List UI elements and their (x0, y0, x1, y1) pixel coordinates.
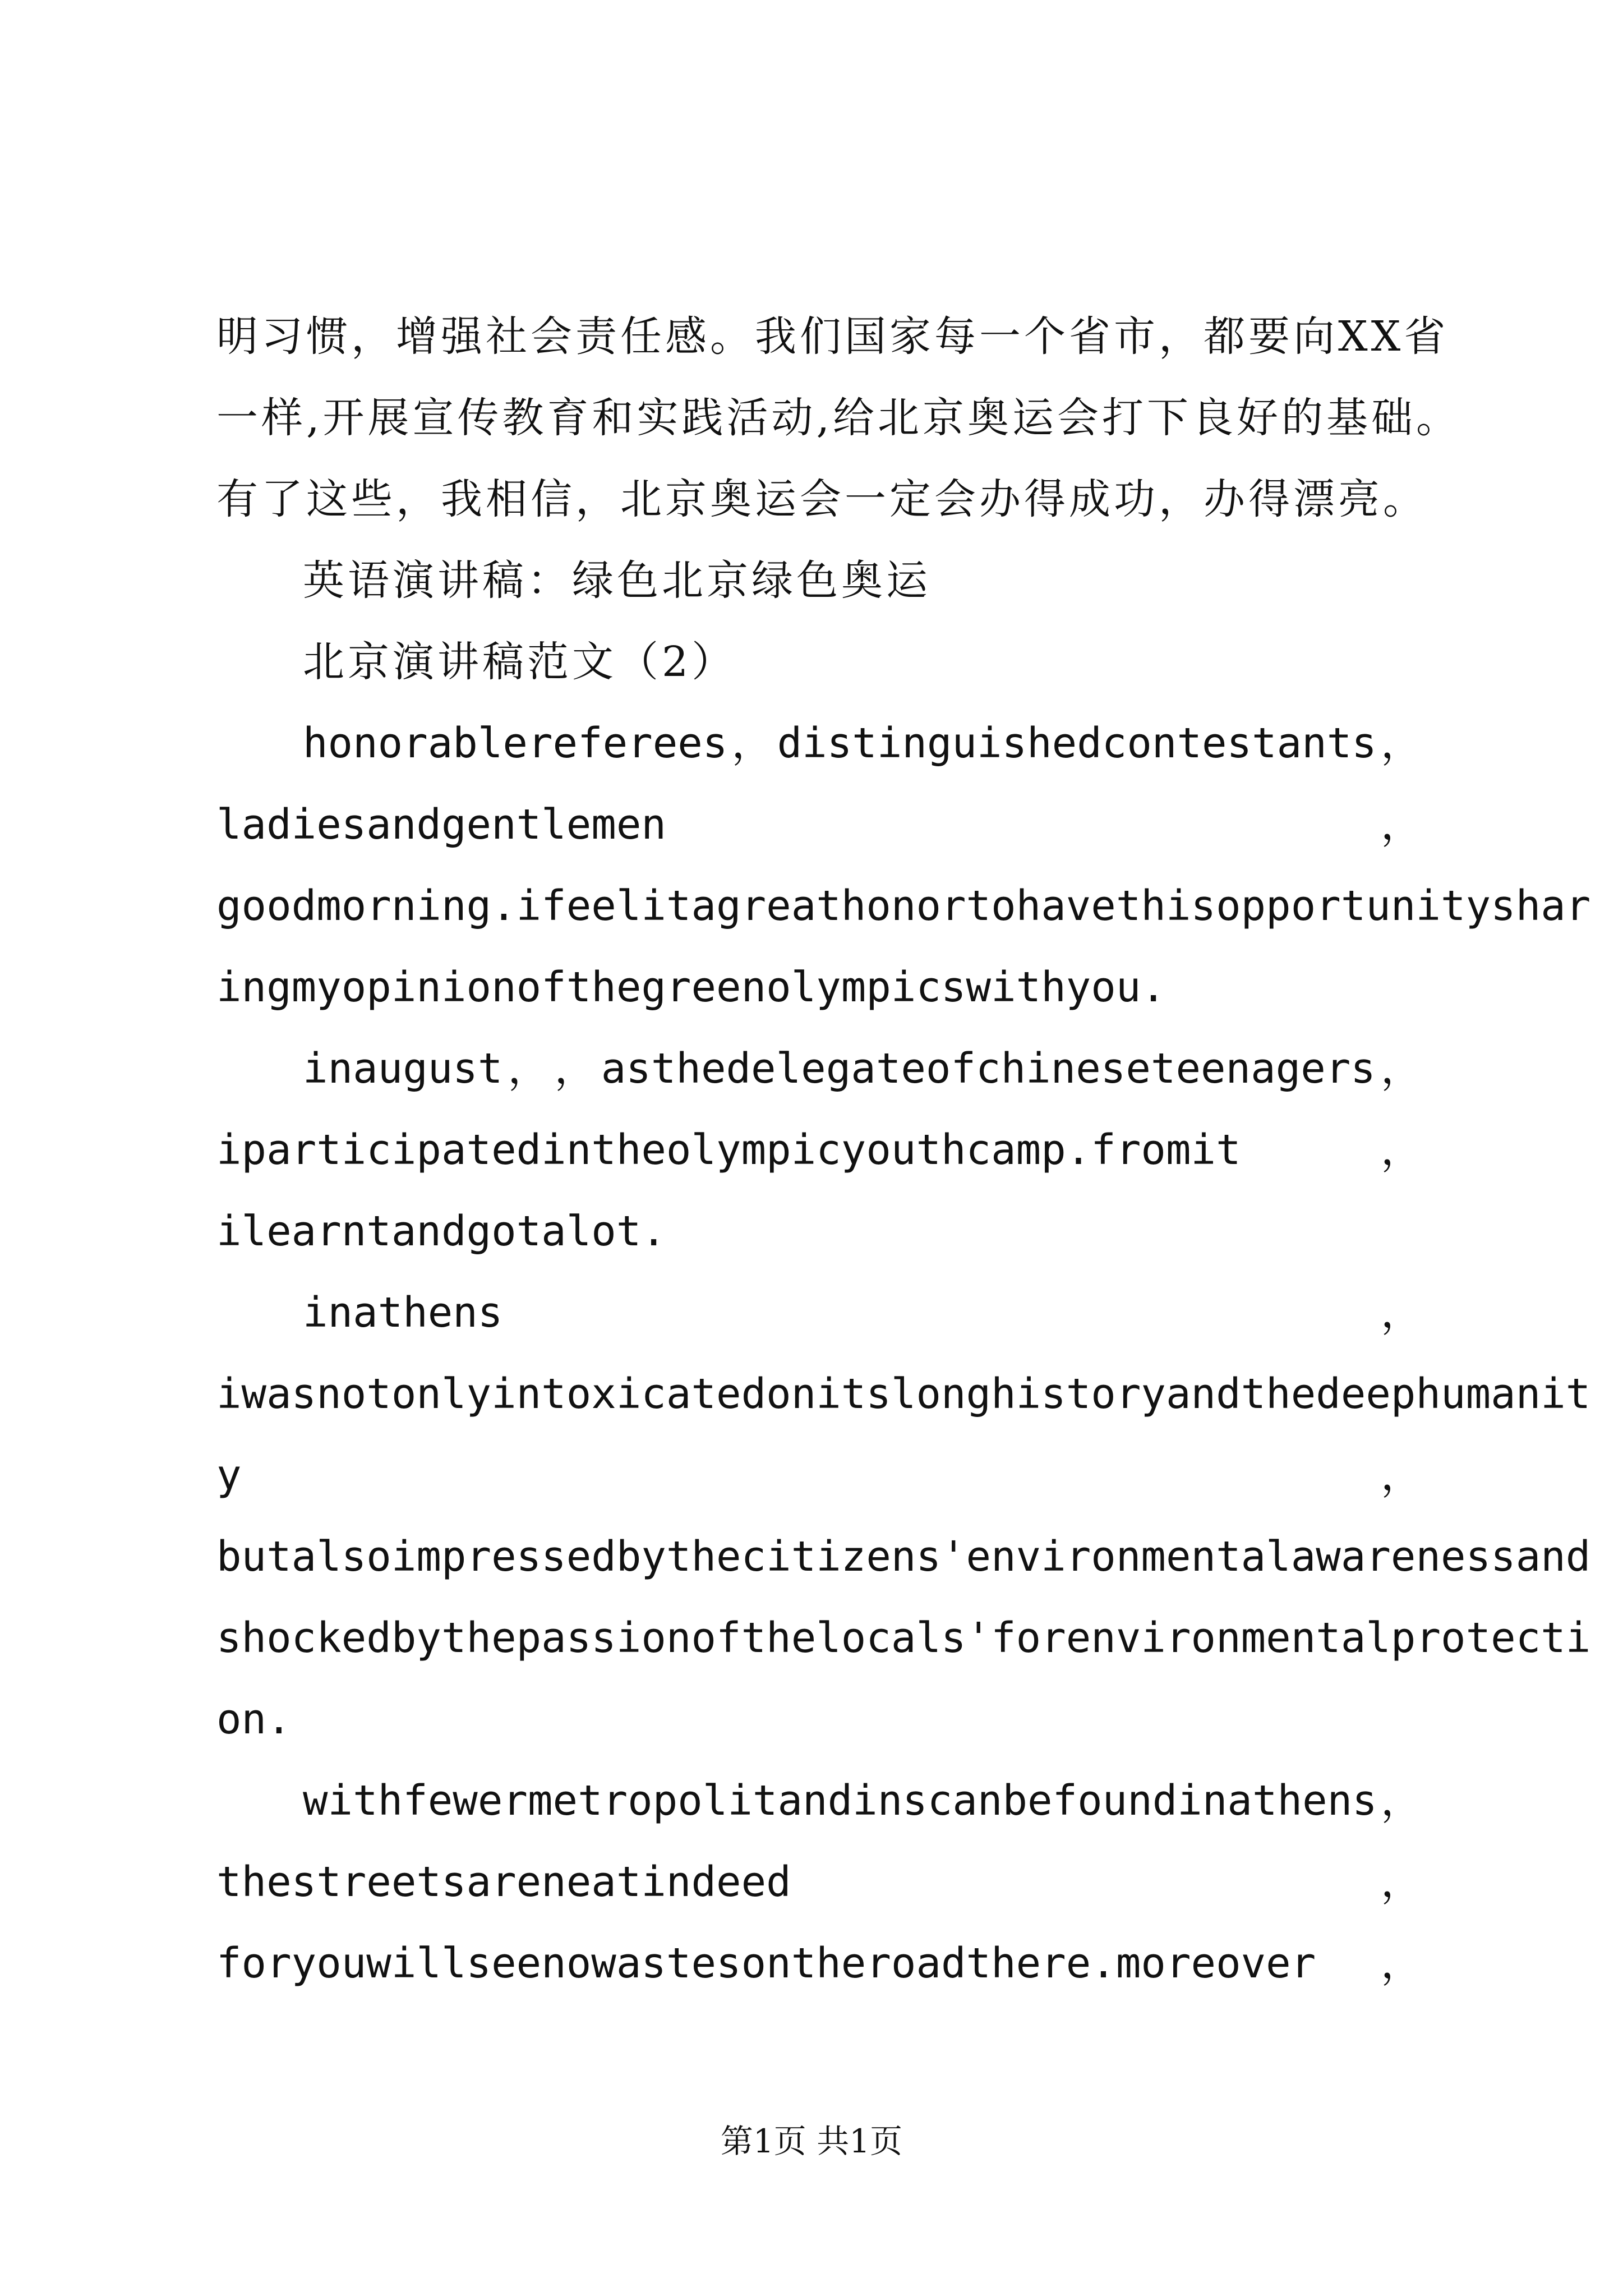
paragraph-line: 有了这些，我相信，北京奥运会一定会办得成功，办得漂亮。 (216, 475, 1428, 523)
text-span: ， (1381, 1451, 1422, 1499)
paragraph-line (216, 1442, 1422, 1509)
paragraph-line: 一样,开展宣传教育和实践活动,给北京奥运会打下良好的基础。 (216, 394, 1461, 442)
paragraph-line: butalsoimpressedbythecitizens'environmentalawarenessand (216, 1533, 1591, 1581)
text-span: ， (731, 719, 773, 767)
text-span: inaugust (303, 1045, 503, 1093)
text-span: iparticipatedintheolympicyouthcamp.fromit (216, 1126, 1241, 1174)
text-span: foryouwillseenowastesontheroadthere.moreover (216, 1939, 1316, 1987)
text-span: ， (1381, 1939, 1422, 1987)
text-span: y (216, 1451, 242, 1499)
text-span: withfewermetropolitandinscanbefoundinathens (303, 1777, 1377, 1825)
text-span: thestreetsareneatindeed (216, 1858, 791, 1906)
paragraph-line: ingmyopinionofthegreenolympicswithyou. (216, 963, 1166, 1011)
section-heading: 北京演讲稿范文（2） (303, 638, 737, 686)
text-span: ， (1381, 1126, 1422, 1174)
paragraph-line (303, 1279, 1422, 1346)
text-span: ， (1381, 1777, 1422, 1825)
text-span: ， (1380, 719, 1422, 767)
page-footer: 第1页 共1页 (720, 2122, 903, 2160)
text-span: ， (1380, 1045, 1422, 1093)
paragraph-line (303, 710, 1422, 777)
text-span: distinguishedcontestants (777, 719, 1377, 767)
paragraph-line (216, 1848, 1422, 1916)
paragraph-line (216, 1930, 1422, 1997)
paragraph-line (303, 1767, 1422, 1834)
paragraph-line: goodmorning.ifeelitagreathonortohavethisopportunityshar (216, 882, 1591, 930)
paragraph-line: iwasnotonlyintoxicatedonitslonghistoryandthedeephumanit (216, 1370, 1591, 1418)
text-span: ， (1381, 800, 1422, 849)
text-span: ， (508, 1045, 550, 1093)
section-heading: 英语演讲稿：绿色北京绿色奥运 (303, 556, 931, 605)
text-span: ladiesandgentlemen (216, 800, 666, 849)
text-span: inathens (303, 1289, 503, 1337)
paragraph-line: on. (216, 1695, 292, 1743)
paragraph-line: ilearntandgotalot. (216, 1207, 666, 1255)
text-span: honorablereferees (303, 719, 728, 767)
paragraph-line (303, 1035, 1422, 1102)
paragraph-line (216, 791, 1422, 858)
text-span: ， (1381, 1858, 1422, 1906)
text-span: ， (554, 1045, 596, 1093)
text-span: asthedelegateofchineseteenagers (601, 1045, 1376, 1093)
paragraph-line: shockedbythepassionofthelocals'forenvironmentalprotecti (216, 1614, 1591, 1662)
paragraph-line: 明习惯，增强社会责任感。我们国家每一个省市，都要向XX省 (216, 312, 1449, 361)
text-span: ， (1381, 1289, 1422, 1337)
paragraph-line (216, 1116, 1422, 1184)
